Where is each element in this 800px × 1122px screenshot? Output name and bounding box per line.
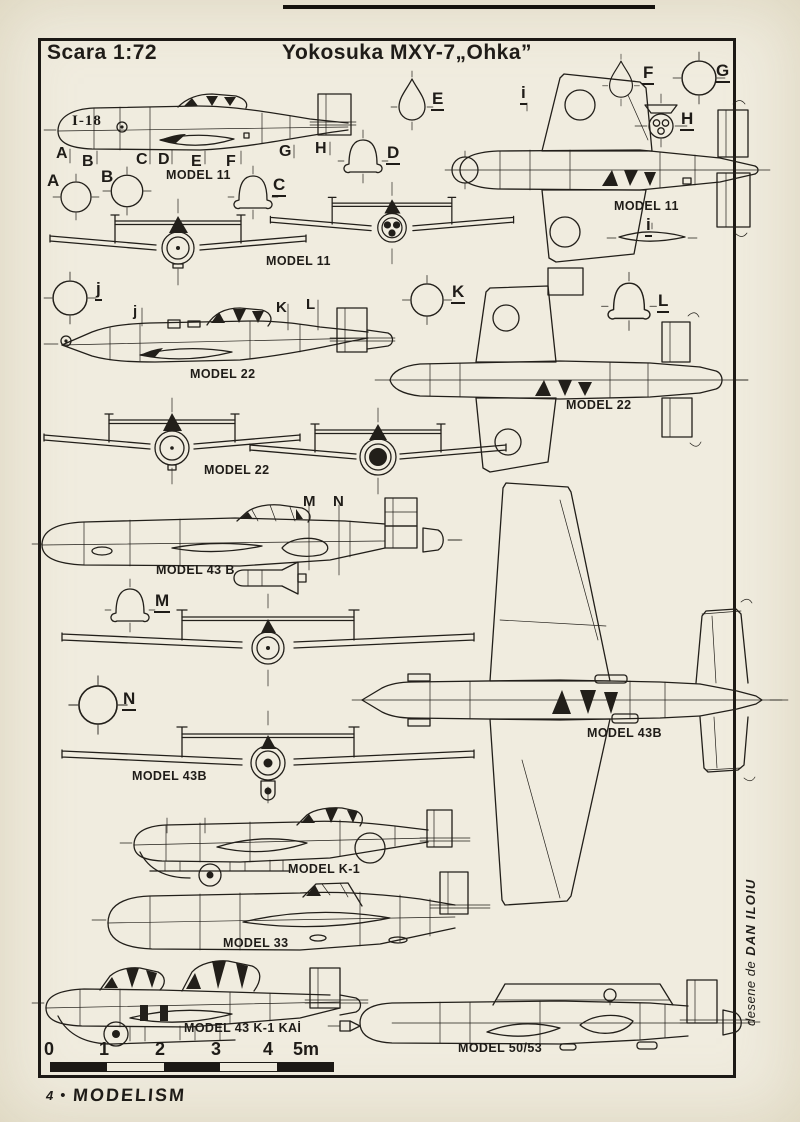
- page-footer: [46, 1085, 186, 1106]
- model-22-top-view-drawing: [375, 268, 748, 472]
- section-label-n: N: [122, 690, 136, 711]
- section-label-j: j: [95, 280, 102, 301]
- model-43b-front-view-drawing: [62, 594, 474, 686]
- scale-bar-segment: [277, 1063, 333, 1071]
- credit-name: DAN ILOIU: [743, 878, 758, 956]
- model-43b-side-drawing: [32, 498, 460, 594]
- section-d-shape: [338, 130, 388, 183]
- label-model-11-side: MODEL 11: [166, 168, 231, 182]
- scale-bar: [50, 1062, 334, 1072]
- m22-mark-k: K: [276, 299, 287, 316]
- artist-credit: [743, 879, 758, 1026]
- m22-mark-j: j: [133, 303, 138, 320]
- model-22-rear-view-drawing: [250, 408, 506, 494]
- footer-bullet-icon: •: [60, 1087, 66, 1104]
- station-label-e: E: [191, 153, 202, 170]
- label-model-k1: MODEL K-1: [288, 862, 361, 876]
- label-model-11-front: MODEL 11: [266, 254, 331, 268]
- section-label-d: D: [386, 144, 400, 165]
- model-11-front-view-drawing: [50, 199, 306, 285]
- label-model-43b-top: MODEL 43B: [587, 726, 662, 740]
- station-label-b: B: [82, 153, 94, 170]
- section-c-shape: [228, 166, 278, 219]
- m43b-mark-n: N: [333, 493, 344, 510]
- m22-mark-l: L: [306, 296, 316, 313]
- scalebar-tick-2: 2: [155, 1039, 166, 1059]
- scale-label: Scara 1:72: [47, 41, 158, 64]
- section-label-e: E: [431, 90, 444, 111]
- model-43b-rear-view-drawing: [62, 711, 474, 803]
- model-50-53-side-drawing: [328, 980, 760, 1050]
- wing-airfoil-section: [607, 223, 697, 241]
- station-label-a: A: [56, 145, 68, 162]
- label-model-50-53: MODEL 50/53: [458, 1041, 543, 1055]
- label-model-22-side: MODEL 22: [190, 367, 256, 381]
- section-l-shape: [602, 272, 657, 330]
- station-label-d: D: [158, 151, 170, 168]
- scalebar-tick-5m: 5m: [293, 1039, 320, 1059]
- section-label-c: C: [272, 176, 286, 197]
- section-label-b: B: [101, 167, 114, 186]
- section-label-g: G: [715, 62, 730, 83]
- section-label-l: L: [657, 292, 669, 313]
- section-label-f: F: [642, 64, 654, 85]
- scalebar-tick-4: 4: [263, 1039, 274, 1059]
- scale-bar-segment: [164, 1063, 220, 1071]
- station-label-f: F: [226, 153, 236, 170]
- credit-prefix: desene de: [743, 960, 758, 1026]
- section-label-a: A: [47, 171, 60, 190]
- label-model-22-front: MODEL 22: [204, 463, 270, 477]
- scalebar-tick-1: 1: [99, 1039, 110, 1059]
- model-11-rear-view-drawing: [270, 182, 513, 264]
- section-label-k: K: [451, 283, 465, 304]
- model-11-top-view-drawing: [445, 74, 770, 262]
- section-j-shape: [44, 272, 96, 324]
- station-label-g: G: [279, 143, 292, 160]
- label-model-33: MODEL 33: [223, 936, 289, 950]
- section-k-shape: [402, 275, 451, 324]
- label-model-43-k1-kai: MODEL 43 K-1 KAİ: [184, 1021, 302, 1035]
- label-model-22-top: MODEL 22: [566, 398, 632, 412]
- station-label-h: H: [315, 140, 327, 157]
- footer-magazine-name: MODELISM: [71, 1085, 187, 1105]
- model-33-side-drawing: [92, 872, 490, 950]
- label-model-43b-side: MODEL 43 B: [156, 563, 235, 577]
- m11-nose-marking: I-18: [72, 113, 102, 129]
- scalebar-tick-0: 0: [44, 1039, 55, 1059]
- section-label-i-airfoil: i: [645, 216, 652, 237]
- scale-bar-segment: [51, 1063, 107, 1071]
- scale-bar-segment: [107, 1063, 163, 1071]
- model-22-side-drawing: [44, 300, 395, 362]
- section-label-h: H: [680, 110, 694, 131]
- m43b-mark-m: M: [303, 493, 316, 510]
- section-label-i-wing: i: [520, 84, 527, 105]
- scalebar-tick-3: 3: [211, 1039, 222, 1059]
- page-title: Yokosuka MXY-7„Ohka”: [282, 41, 533, 64]
- scale-bar-segment: [220, 1063, 276, 1071]
- label-model-11-top: MODEL 11: [614, 199, 679, 213]
- section-m-shape: [105, 579, 155, 632]
- station-label-c: C: [136, 151, 148, 168]
- label-model-43b-rear: MODEL 43B: [132, 769, 207, 783]
- section-n-shape: [69, 676, 127, 734]
- section-e-shape: [391, 71, 433, 130]
- section-label-m: M: [154, 592, 170, 613]
- footer-page-number: 4: [46, 1088, 54, 1103]
